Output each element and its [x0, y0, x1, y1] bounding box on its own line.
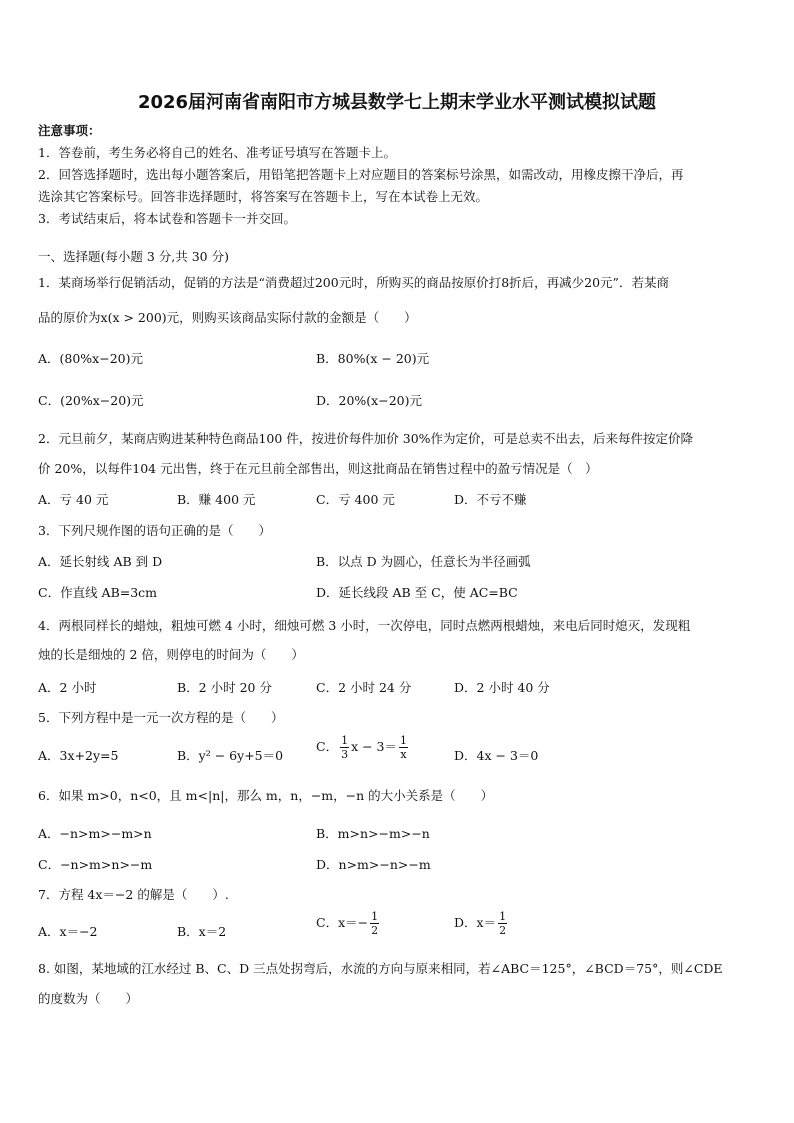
notice-item: 选涂其它答案标号。回答非选择题时，将答案写在答题卡上，写在本试卷上无效。 — [38, 189, 489, 204]
q2-option-d: D．不亏不赚 — [454, 492, 527, 507]
q5-option-c — [316, 735, 410, 760]
q7-option-a: A．x＝−2 — [38, 924, 98, 939]
q7-c-fraction — [370, 911, 379, 936]
notice-item: 1．答卷前，考生务必将自己的姓名、准考证号填写在答题卡上。 — [38, 145, 396, 160]
q7-d-den: 2 — [499, 924, 507, 937]
question-1-text: 1．某商场举行促销活动，促销的方法是“消费超过200元时，所购买的商品按原价打8折后，再减少20元”．若某商 — [38, 275, 669, 290]
q7-option-c — [316, 911, 381, 936]
q2-option-b: B．赚 400 元 — [177, 492, 256, 507]
question-4-text-2: 烛的长是细烛的 2 倍，则停电的时间为（ ） — [38, 647, 304, 662]
q7-option-d — [454, 911, 509, 936]
q6-option-a: A．−n>m>−m>n — [38, 826, 152, 841]
q4-option-a: A．2 小时 — [38, 680, 97, 695]
q5-c-den-1: 3 — [341, 748, 349, 761]
notice-item: 3．考试结束后，将本试卷和答题卡一并交回。 — [38, 211, 296, 226]
q7-d-fraction — [498, 911, 507, 936]
question-7-text: 7．方程 4x＝−2 的解是（ ）. — [38, 887, 229, 902]
q7-c-label: C．x＝− — [316, 915, 369, 930]
q2-option-c: C．亏 400 元 — [316, 492, 395, 507]
q3-option-c: C．作直线 AB=3cm — [38, 585, 158, 600]
q1-text-b: 元，则购买该商品实际付款的金额是（ ） — [166, 310, 417, 325]
q5-option-d: D．4x − 3＝0 — [454, 748, 539, 763]
q5-option-a: A．3x+2y=5 — [38, 748, 119, 763]
q5-c-mid: x − 3＝ — [351, 739, 398, 754]
question-8-text-2: 的度数为（ ） — [38, 991, 139, 1006]
q1-option-b: B．80%(x − 20)元 — [316, 351, 430, 366]
q1-option-d: D．20%(x−20)元 — [316, 393, 422, 408]
question-1-text-2 — [38, 308, 417, 326]
question-2-text: 2．元旦前夕，某商店购进某种特色商品100 件，按进价每件加价 30%作为定价，可是总卖不出去，后来每件按定价降 — [38, 431, 694, 446]
q1-text-a: 品的原价为 — [38, 310, 101, 325]
q4-option-b: B．2 小时 20 分 — [177, 680, 272, 695]
q7-d-num: 1 — [499, 910, 507, 923]
section-heading: 一、选择题(每小题 3 分,共 30 分) — [38, 249, 229, 264]
q1-option-a: A．(80%x−20)元 — [38, 351, 143, 366]
question-8-text: 8. 如图，某地域的江水经过 B、C、D 三点处拐弯后，水流的方向与原来相同，若∠ABC＝125°，∠BCD＝75°，则∠CDE — [38, 961, 723, 976]
question-3-text: 3．下列尺规作图的语句正确的是（ ） — [38, 523, 271, 538]
q7-d-label: D．x＝ — [454, 915, 497, 930]
q5-c-den-2: x — [400, 748, 407, 761]
q7-c-num: 1 — [371, 910, 379, 923]
q6-option-b: B．m>n>−m>−n — [316, 826, 430, 841]
q1-math: x(x > 200) — [100, 310, 167, 325]
notice-item: 2．回答选择题时，选出每小题答案后，用铅笔把答题卡上对应题目的答案标号涂黑，如需改动，用橡皮擦干净后，再 — [38, 167, 684, 182]
q2-option-a: A．亏 40 元 — [38, 492, 109, 507]
question-4-text: 4．两根同样长的蜡烛，粗烛可燃 4 小时，细烛可燃 3 小时，一次停电，同时点燃两根蜡烛，来电后同时熄灭，发现粗 — [38, 618, 691, 633]
q4-option-c: C．2 小时 24 分 — [316, 680, 412, 695]
q3-option-d: D．延长线段 AB 至 C，使 AC=BC — [316, 585, 518, 600]
notice-heading: 注意事项： — [38, 123, 101, 138]
q5-c-num-1: 1 — [341, 734, 349, 747]
q3-option-a: A．延长射线 AB 到 D — [38, 554, 163, 569]
question-2-text-2: 价 20%，以每件104 元出售，终于在元旦前全部售出，则这批商品在销售过程中的盈亏情况是（ ） — [38, 461, 598, 476]
q5-c-fraction-2 — [399, 735, 408, 760]
q4-option-d: D．2 小时 40 分 — [454, 680, 550, 695]
q6-option-d: D．n>m>−n>−m — [316, 857, 431, 872]
q5-option-b: B．y² − 6y+5＝0 — [177, 748, 284, 763]
q3-option-b: B．以点 D 为圆心，任意长为半径画弧 — [316, 554, 531, 569]
q5-c-fraction-1 — [340, 735, 349, 760]
page-title: 2026届河南省南阳市方城县数学七上期末学业水平测试模拟试题 — [137, 92, 657, 113]
q5-c-num-2: 1 — [400, 734, 408, 747]
q5-c-label: C． — [316, 739, 339, 754]
question-6-text: 6．如果 m>0，n<0，且 m<|n|，那么 m，n，−m，−n 的大小关系是（ ） — [38, 788, 494, 803]
question-5-text: 5．下列方程中是一元一次方程的是（ ） — [38, 710, 284, 725]
q6-option-c: C．−n>m>n>−m — [38, 857, 153, 872]
q7-c-den: 2 — [371, 924, 379, 937]
q1-option-c: C．(20%x−20)元 — [38, 393, 144, 408]
q7-option-b: B．x＝2 — [177, 924, 227, 939]
